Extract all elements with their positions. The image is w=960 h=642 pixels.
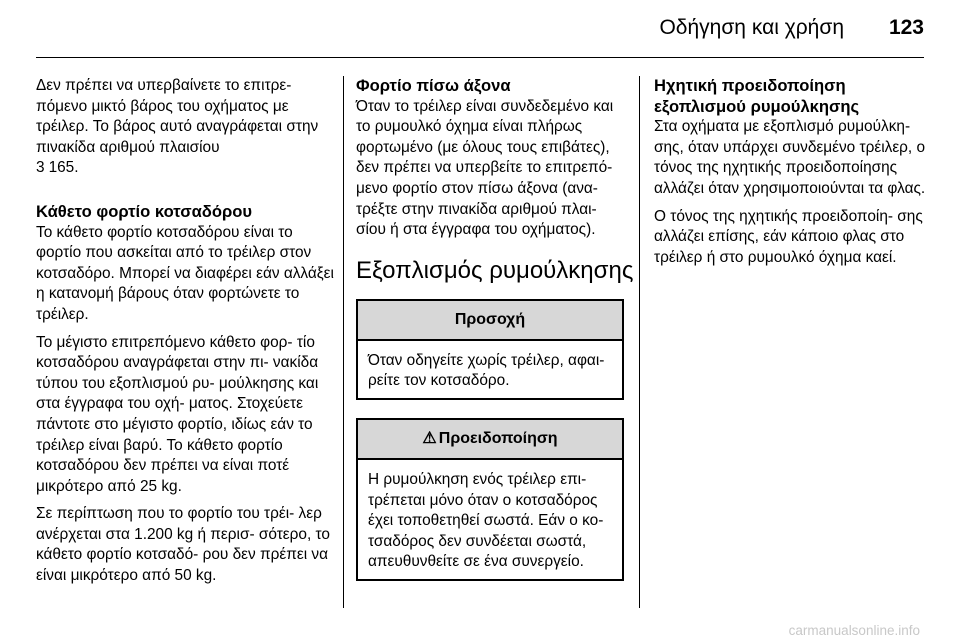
paragraph-heavy-trailer: Σε περίπτωση που το φορτίο του τρέι- λερ ανέρχεται στα 1.200 kg ή περισ- σότερο, το κάθετο φορτίο κοτσαδό- ρου δεν πρέπει να είναι μικρότερο από 50 kg. [36, 505, 330, 585]
page-header [36, 16, 924, 46]
heading-towing-equipment: Εξοπλισμός ρυμούλκησης [356, 256, 634, 284]
caution-text: Όταν οδηγείτε χωρίς τρέιλερ, αφαι- ρείτε τον κοτσαδόρο. [368, 351, 605, 390]
caution-box [356, 299, 624, 400]
column-left [36, 76, 336, 594]
paragraph-max-vertical-load: Το μέγιστο επιτρεπόμενο κάθετο φορ- τίο κοτσαδόρου αναγράφεται στην πι- νακίδα τύπου του εξοπλισμού ρυ- μούλκησης και στα έγγραφα του οχή- ματος. Στοχεύετε πάντοτε στο μέγιστο φορτίο, ιδίως εάν το τρέιλερ είναι βαρύ. Το κάθετο φορτίο κοτσαδόρου δεν πρέπει να είναι ποτέ μικρότερο από 25 kg. [36, 333, 319, 495]
paragraph-bulb-failure: Ο τόνος της ηχητικής προειδοποίη- σης αλλάζει επίσης, εάν κάποιο φλας στο τρέιλερ ή στο ρυμουλκό όχημα καεί. [654, 207, 923, 266]
paragraph-rear-axle-load: Όταν το τρέιλερ είναι συνδεδεμένο και το ρυμουλκό όχημα είναι πλήρως φορτωμένο (με όλους τους επιβάτες), δεν πρέπει να υπερβείτε το επιτρεπό- μενο φορτίο στον πίσω άξονα (ανα- τρέξτε στην πινακίδα αριθμού πλαι- σίου ή στα έγγραφα του οχήματος). [356, 97, 614, 239]
warning-text: Η ρυμούλκηση ενός τρέιλερ επι- τρέπεται μόνο όταν ο κοτσαδόρος έχει τοποθετηθεί σωστά. Εάν ο κο- τσαδόρος δεν συνδέεται σωστά, απευθυνθείτε σε ένα συνεργείο. [368, 470, 604, 571]
heading-rear-axle-load: Φορτίο πίσω άξονα [356, 76, 511, 95]
watermark: carmanualsonline.info [788, 623, 920, 638]
paragraph-audible-warning: Στα οχήματα με εξοπλισμό ρυμούλκη- σης, όταν υπάρχει συνδεμένο τρέιλερ, ο τόνος της ηχητικής προειδοποίησης αλλάζει όταν χρησιμοποιούνται τα φλας. [654, 118, 926, 197]
column-middle [356, 76, 634, 599]
warning-box [356, 418, 624, 581]
warning-header [358, 420, 622, 460]
warning-triangle-icon: ⚠ [422, 429, 437, 447]
paragraph-vertical-load: Το κάθετο φορτίο κοτσαδόρου είναι το φορτίο που ασκείται από το τρέιλερ στον κοτσαδόρο. Μπορεί να διαφέρει εάν αλλάξει η κατανομή βάρους όταν φορτώνετε το τρέιλερ. [36, 223, 334, 323]
page-reference-link[interactable]: 165. [48, 159, 79, 177]
column-divider-2 [639, 76, 640, 608]
heading-audible-warning: Ηχητική προειδοποίηση εξοπλισμού ρυμούλκησης [654, 76, 860, 116]
header-divider [36, 57, 924, 58]
arrow-ref-icon: 3 [36, 159, 45, 177]
paragraph-gross-weight [36, 76, 336, 179]
page-title: Οδήγηση και χρήση [659, 16, 844, 39]
column-divider-1 [343, 76, 344, 608]
gross-weight-text: Δεν πρέπει να υπερβαίνετε το επιτρε- πόμενο μικτό βάρος του οχήματος με τρέιλερ. Το βάρος αυτό αναγράφεται στην πινακίδα αριθμού πλαισίου [36, 77, 319, 156]
caution-title: Προσοχή [358, 301, 622, 341]
warning-title: Προειδοποίηση [438, 429, 558, 447]
column-right [654, 76, 928, 275]
page-number: 123 [888, 16, 924, 39]
heading-vertical-load: Κάθετο φορτίο κοτσαδόρου [36, 201, 253, 221]
